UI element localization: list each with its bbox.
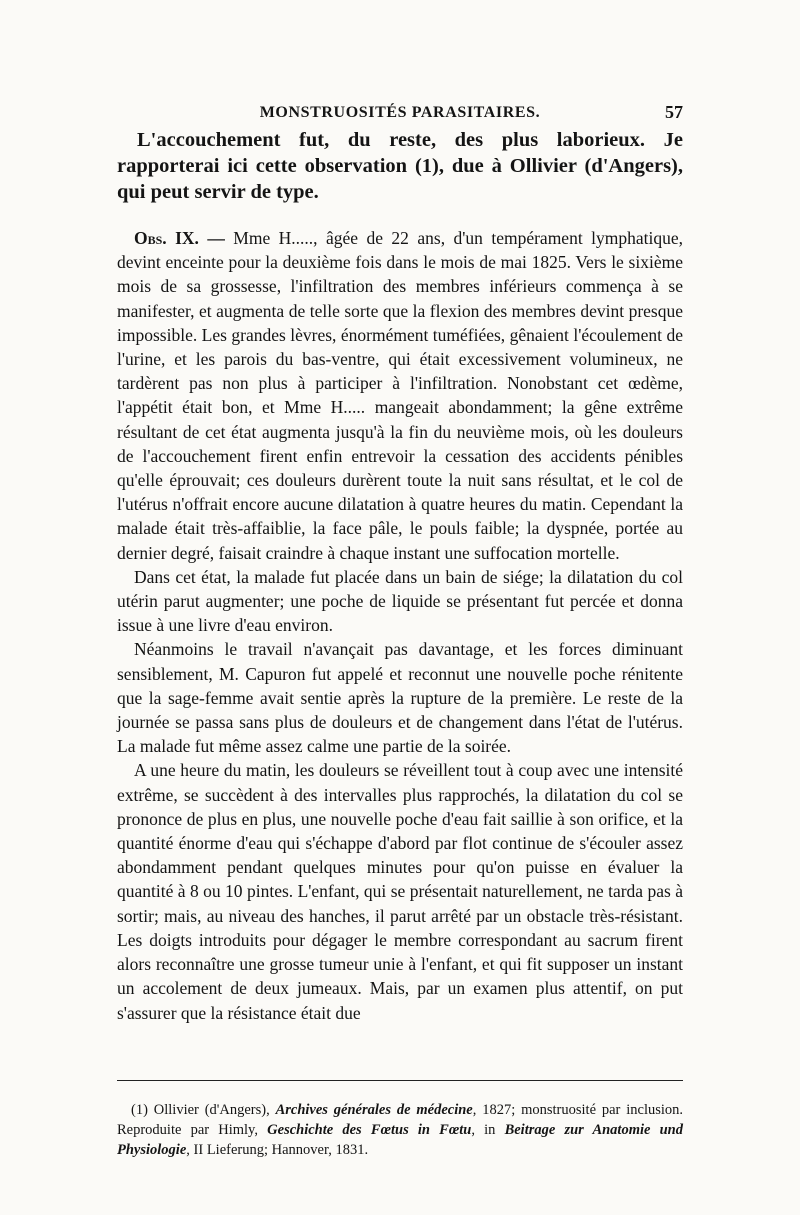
running-title: MONSTRUOSITÉS PARASITAIRES.: [259, 104, 541, 121]
observation-label: Obs. IX. —: [134, 228, 225, 248]
page-number: 57: [665, 102, 683, 122]
footnote: [117, 1100, 683, 1160]
observation-paragraph-4: A une heure du matin, les douleurs se réveillent tout à coup avec une intensité extrême, se succèdent à des intervalles plus rapprochés, la dilatation du col se prononce de plus en plus, une nouvelle poche d'eau fait saillie à son orifice, et la quantité énorme d'eau qui s'échappe d'abord par flot continue de s'écouler assez abondamment pendant quelques minutes pour qu'on puisse en évaluer la quantité à 8 ou 10 pintes. L'enfant, qui se présentait naturellement, ne tarda pas à sortir; mais, au niveau des hanches, il parut arrêté par un obstacle très-résistant. Les doigts introduits pour dégager le membre correspondant au sacrum firent alors reconnaître une grosse tumeur unie à l'enfant, et qui fit supposer un instant un accolement de deux jumeaux. Mais, par un examen plus attentif, on put s'assurer que la résistance était due: [117, 760, 683, 1023]
running-head: [117, 100, 683, 126]
observation-paragraph-1: [117, 226, 683, 565]
footnote-work-title: Geschichte des Fœtus in Fœtu: [267, 1122, 472, 1138]
footnote-journal-title: Archives générales de médecine: [275, 1102, 473, 1118]
intro-paragraph: L'accouchement fut, du reste, des plus laborieux. Je rapporterai ici cette observation (1), due à Ollivier (d'Angers), qui peut servir de type.: [117, 129, 683, 203]
footnote-publication: , II Lieferung; Hannover, 1831.: [186, 1142, 369, 1158]
footnote-connector: , in: [471, 1122, 505, 1138]
footnote-divider: [117, 1080, 683, 1081]
footnote-source: (1) Ollivier (d'Angers),: [131, 1102, 276, 1118]
observation-paragraph-3: Néanmoins le travail n'avançait pas davantage, et les forces diminuant sensiblement, M. Capuron fut appelé et reconnut une nouvelle poche rénitente que la sage-femme avait sentie après la rupture de la première. Le reste de la journée se passa sans plus de douleurs et de changement dans l'état de l'utérus. La malade fut même assez calme une partie de la soirée.: [117, 639, 683, 757]
observation-paragraph-1-text: Mme H....., âgée de 22 ans, d'un tempérament lymphatique, devint enceinte pour la deuxième fois dans le mois de mai 1825. Vers le sixième mois de sa grossesse, l'infiltration des membres inférieurs commença à se manifester, et augmenta de telle sorte que la flexion des membres devint presque impossible. Les grandes lèvres, énormément tuméfiées, gênaient l'écoulement de l'urine, et les parois du bas-ventre, qui était excessivement volumineux, ne tardèrent pas non plus à participer à l'infiltration. Nonobstant cet œdème, l'appétit était bon, et Mme H..... mangeait abondamment; la gêne extrême résultant de cet état augmenta jusqu'à la fin du neuvième mois, où les douleurs de l'accouchement firent enfin entrevoir la cessation des accidents pénibles qu'elle éprouvait; ces douleurs durèrent toute la nuit sans résultat, et le col de l'utérus n'offrait encore aucune dilatation à quatre heures du matin. Cependant la malade était très-affaiblie, la face pâle, le pouls faible; la dyspnée, portée au dernier degré, faisait craindre à chaque instant une suffocation mortelle.: [117, 228, 683, 563]
observation-text: [117, 226, 683, 1025]
observation-paragraph-2: Dans cet état, la malade fut placée dans un bain de siége; la dilatation du col utérin parut augmenter; une poche de liquide se présentant fut percée et donna issue à une livre d'eau environ.: [117, 566, 683, 636]
footnote-detail: , 1827; monstruosité par inclusion. Reproduite par Himly,: [117, 1102, 684, 1138]
footnote-series-title: Beitrage zur Anatomie und Physiologie: [117, 1122, 683, 1158]
